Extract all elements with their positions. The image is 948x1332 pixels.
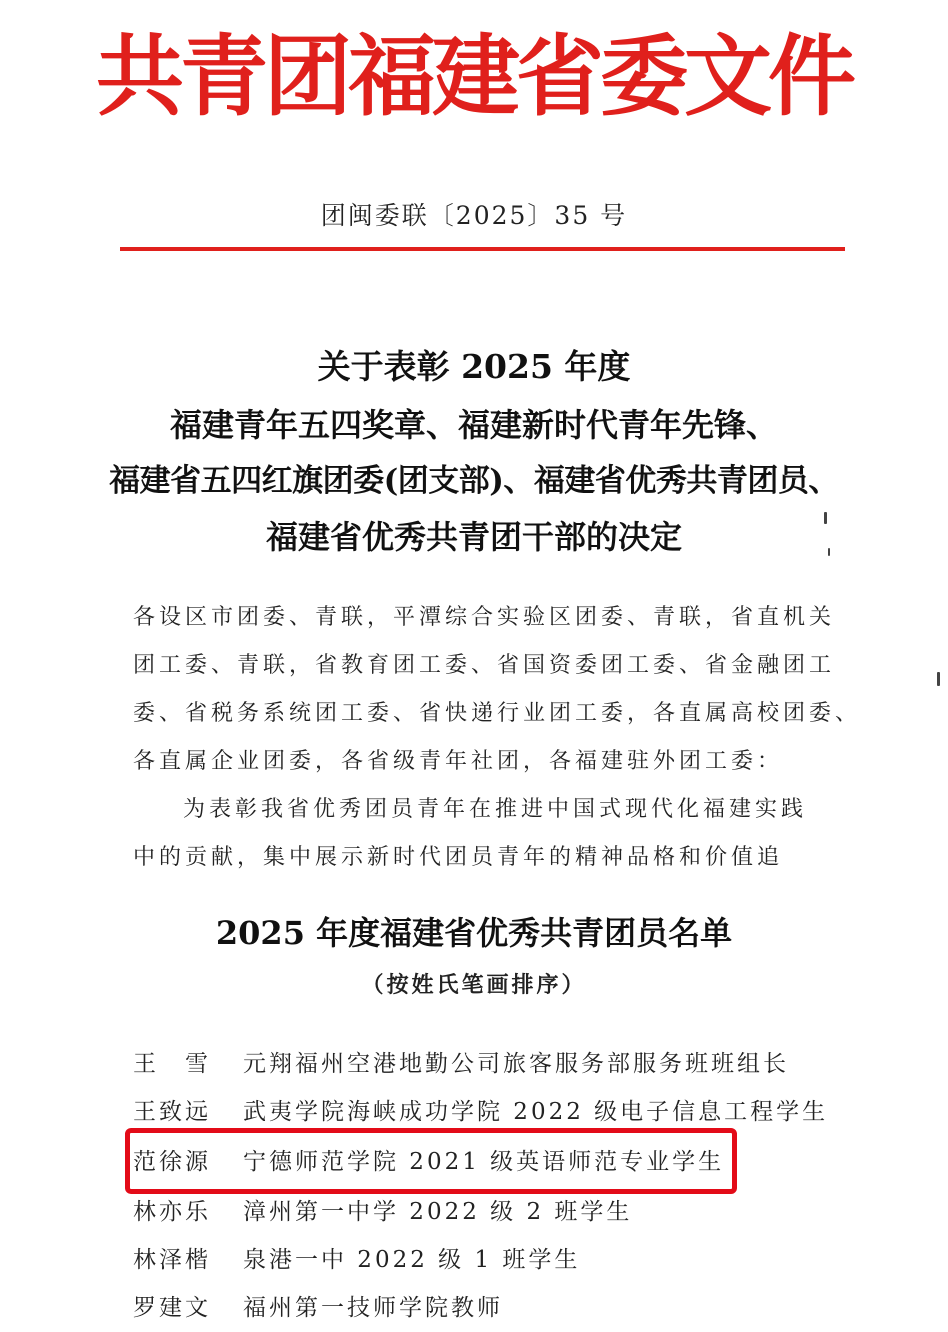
list-item [133,1284,503,1332]
member-description: 元翔福州空港地勤公司旅客服务部服务班班组长 [243,1051,789,1077]
scan-artifact [824,512,827,524]
list-item [133,1040,789,1088]
honor-list-subtitle: （按姓氏笔画排序） [361,972,587,998]
header-red-divider [120,247,845,251]
document-header-title: 共青团福建省委文件 [95,25,852,128]
member-description: 漳州第一中学 2022 级 2 班学生 [243,1199,633,1225]
member-description: 武夷学院海峡成功学院 2022 级电子信息工程学生 [243,1099,829,1125]
member-name: 王致远 [133,1099,211,1125]
body-text-line: 各直属企业团委，各省级青年社团，各福建驻外团工委： [133,749,784,774]
body-text-line: 中的贡献，集中展示新时代团员青年的精神品格和价值追 [133,845,784,870]
member-description: 泉港一中 2022 级 1 班学生 [243,1247,581,1273]
member-description: 宁德师范学院 2021 级英语师范专业学生 [243,1149,725,1175]
decision-title-line-4: 福建省优秀共青团干部的决定 [265,518,682,556]
list-item [133,1236,580,1284]
scan-artifact [937,672,940,686]
document-number: 团闽委联〔2025〕35 号 [320,201,628,230]
body-text-line: 委、省税务系统团工委、省快递行业团工委，各直属高校团委、 [133,701,862,726]
list-item [133,1188,632,1236]
honor-list-title: 2025 年度福建省优秀共青团员名单 [215,914,733,952]
body-text-line: 为表彰我省优秀团员青年在推进中国式现代化福建实践 [183,797,808,822]
decision-title-line-2: 福建青年五四奖章、福建新时代青年先锋、 [169,406,778,444]
member-name: 王 雪 [133,1051,211,1077]
decision-title-line-1: 关于表彰 2025 年度 [317,347,631,386]
member-name: 范徐源 [133,1149,211,1175]
member-name: 林亦乐 [133,1199,211,1225]
member-name: 罗建文 [133,1295,211,1321]
highlight-annotation-box [125,1128,737,1194]
member-name: 林泽楷 [133,1247,211,1273]
decision-title-line-3: 福建省五四红旗团委(团支部)、福建省优秀共青团员、 [109,463,839,499]
member-description: 福州第一技师学院教师 [243,1295,503,1321]
body-text-line: 各设区市团委、青联，平潭综合实验区团委、青联，省直机关 [133,605,836,630]
body-text-line: 团工委、青联，省教育团工委、省国资委团工委、省金融团工 [133,653,836,678]
scan-artifact [828,548,830,556]
